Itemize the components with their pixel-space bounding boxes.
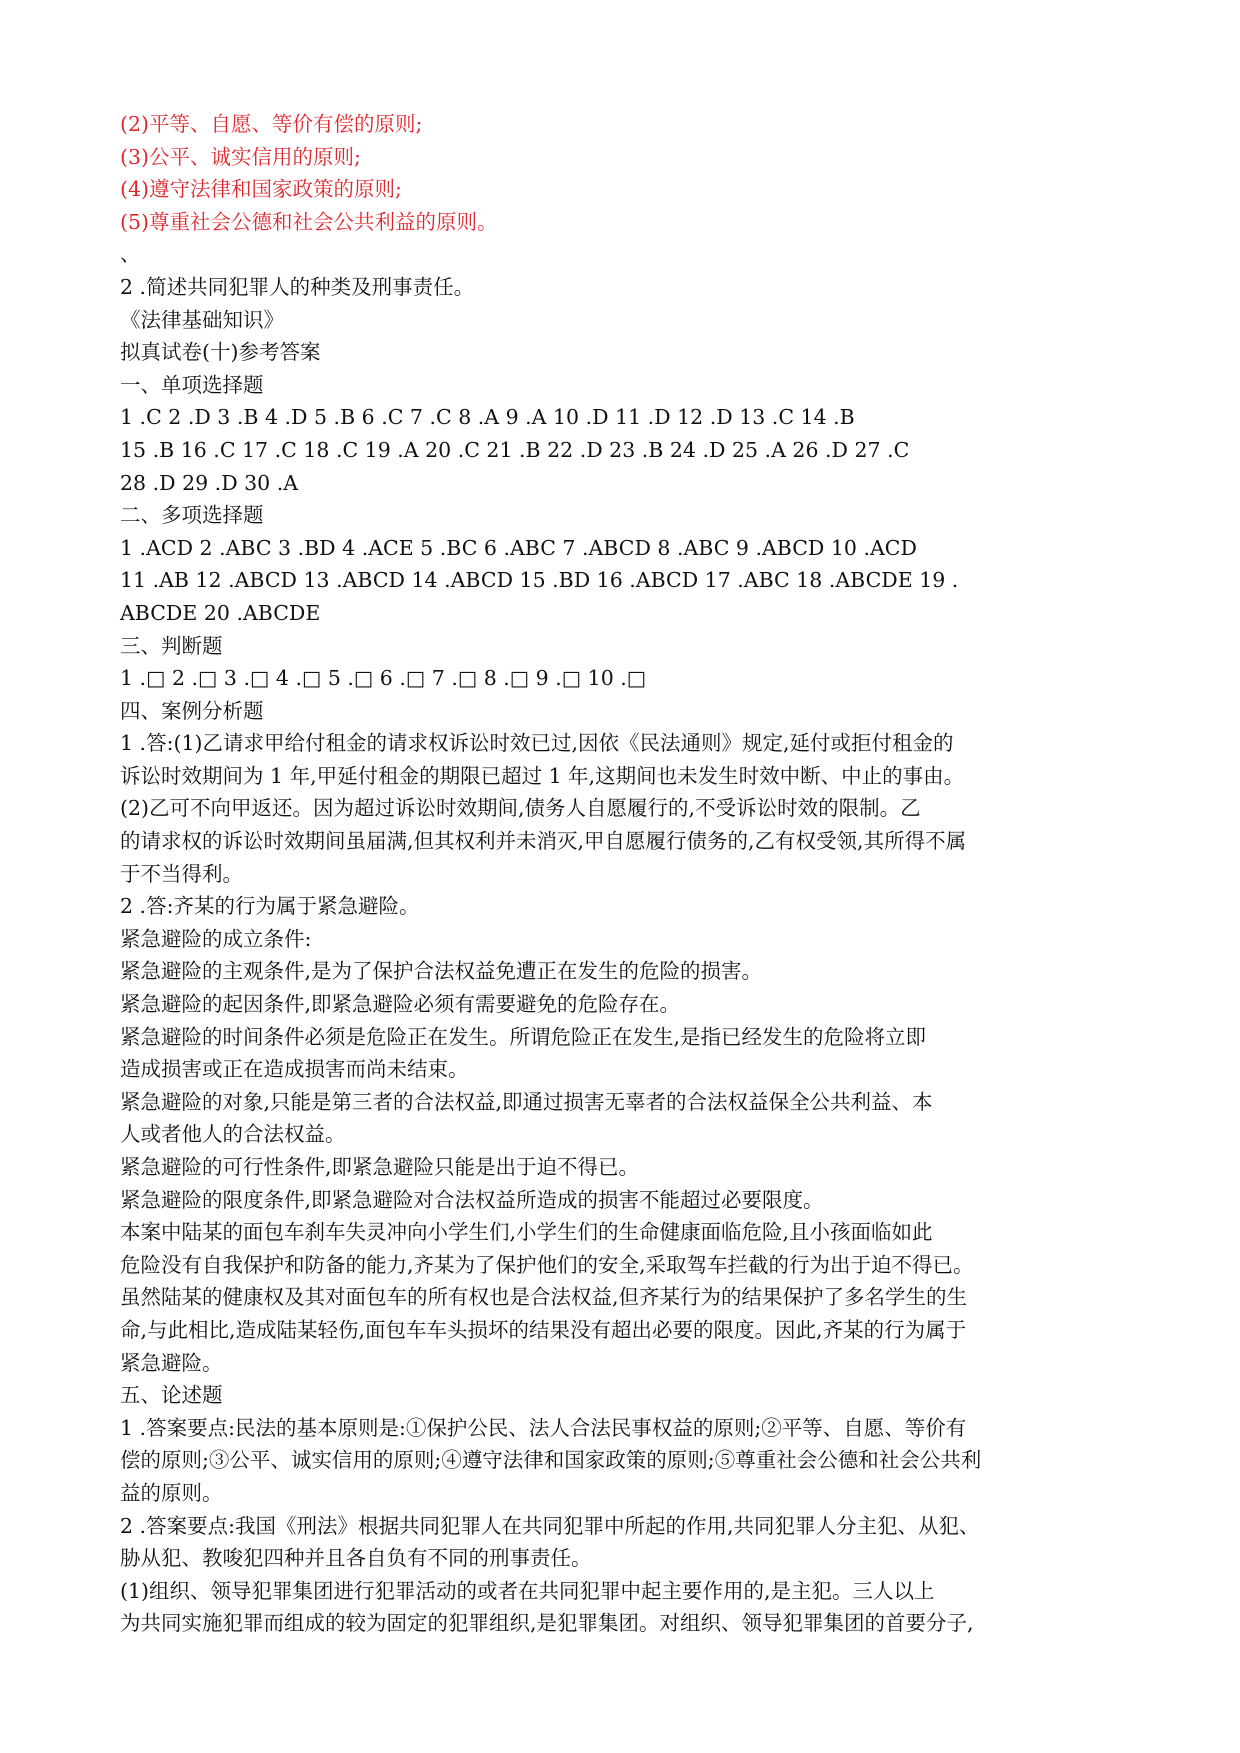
- book-title: 《法律基础知识》: [120, 307, 284, 332]
- answer-line: 1 .ACD 2 .ABC 3 .BD 4 .ACE 5 .BC 6 .ABC 7 .ABCD 8 .ABC 9 .ABCD 10 .ACD: [120, 535, 917, 560]
- section-heading-judgement: 三、判断题: [120, 633, 223, 658]
- paragraph-line: (2)乙可不向甲返还。因为超过诉讼时效期间,债务人自愿履行的,不受诉讼时效的限制。乙: [120, 796, 921, 821]
- answer-line: 11 .AB 12 .ABCD 13 .ABCD 14 .ABCD 15 .BD 16 .ABCD 17 .ABC 18 .ABCDE 19 .: [120, 568, 959, 593]
- answer-line: ABCDE 20 .ABCDE: [120, 600, 321, 625]
- paragraph-line: 紧急避险的起因条件,即紧急避险必须有需要避免的危险存在。: [120, 992, 681, 1017]
- paragraph-line: 1 .答案要点:民法的基本原则是:①保护公民、法人合法民事权益的原则;②平等、自愿、等价有: [120, 1415, 967, 1440]
- paragraph-line: 本案中陆某的面包车刹车失灵冲向小学生们,小学生们的生命健康面临危险,且小孩面临如此: [120, 1220, 933, 1245]
- paragraph-line: 虽然陆某的健康权及其对面包车的所有权也是合法权益,但齐某行为的结果保护了多名学生的生: [120, 1285, 968, 1310]
- paragraph-line: 2 .答:齐某的行为属于紧急避险。: [120, 894, 420, 919]
- paragraph-line: 造成损害或正在造成损害而尚未结束。: [120, 1057, 469, 1082]
- section-heading-essay: 五、论述题: [120, 1383, 223, 1408]
- paragraph-line: 为共同实施犯罪而组成的较为固定的犯罪组织,是犯罪集团。对组织、领导犯罪集团的首要分子,: [120, 1611, 974, 1636]
- paragraph-line: 的请求权的诉讼时效期间虽届满,但其权利并未消灭,甲自愿履行债务的,乙有权受领,其所得不属: [120, 829, 967, 854]
- paragraph-line: 2 .答案要点:我国《刑法》根据共同犯罪人在共同犯罪中所起的作用,共同犯罪人分主犯、从犯、: [120, 1513, 980, 1538]
- paragraph-line: 益的原则。: [120, 1480, 223, 1505]
- paragraph-line: 紧急避险的时间条件必须是危险正在发生。所谓危险正在发生,是指已经发生的危险将立即: [120, 1024, 927, 1049]
- paragraph-line: 危险没有自我保护和防备的能力,齐某为了保护他们的安全,采取驾车拦截的行为出于迫不得已。: [120, 1252, 974, 1277]
- paper-title: 拟真试卷(十)参考答案: [120, 340, 321, 365]
- section-heading-multi-choice: 二、多项选择题: [120, 503, 264, 528]
- paragraph-line: 人或者他人的合法权益。: [120, 1122, 346, 1147]
- paragraph-line: 紧急避险。: [120, 1350, 223, 1375]
- principle-line: (5)尊重社会公德和社会公共利益的原则。: [120, 209, 498, 234]
- principle-line: (4)遵守法律和国家政策的原则;: [120, 177, 402, 202]
- paragraph-line: (1)组织、领导犯罪集团进行犯罪活动的或者在共同犯罪中起主要作用的,是主犯。三人以上: [120, 1578, 935, 1603]
- answer-line: 15 .B 16 .C 17 .C 18 .C 19 .A 20 .C 21 .B 22 .D 23 .B 24 .D 25 .A 26 .D 27 .C: [120, 437, 910, 462]
- paragraph-line: 紧急避险的成立条件:: [120, 926, 312, 951]
- answer-line: 1 .C 2 .D 3 .B 4 .D 5 .B 6 .C 7 .C 8 .A 9 .A 10 .D 11 .D 12 .D 13 .C 14 .B: [120, 405, 855, 430]
- paragraph-line: 偿的原则;③公平、诚实信用的原则;④遵守法律和国家政策的原则;⑤尊重社会公德和社会公共利: [120, 1448, 982, 1473]
- document-page: [120, 108, 1140, 1640]
- paragraph-line: 1 .答:(1)乙请求甲给付租金的请求权诉讼时效已过,因依《民法通则》规定,延付或拒付租金的: [120, 731, 954, 756]
- answer-line: 1 .□ 2 .□ 3 .□ 4 .□ 5 .□ 6 .□ 7 .□ 8 .□ 9 .□ 10 .□: [120, 666, 647, 691]
- paragraph-line: 紧急避险的限度条件,即紧急避险对合法权益所造成的损害不能超过必要限度。: [120, 1187, 824, 1212]
- paragraph-line: 紧急避险的对象,只能是第三者的合法权益,即通过损害无辜者的合法权益保全公共利益、本: [120, 1089, 933, 1114]
- question-2: 2 .简述共同犯罪人的种类及刑事责任。: [120, 274, 475, 299]
- section-heading-single-choice: 一、单项选择题: [120, 372, 264, 397]
- paragraph-line: 胁从犯、教唆犯四种并且各自负有不同的刑事责任。: [120, 1546, 592, 1571]
- principle-line: (2)平等、自愿、等价有偿的原则;: [120, 112, 423, 136]
- paragraph-line: 命,与此相比,造成陆某轻伤,面包车车头损坏的结果没有超出必要的限度。因此,齐某的行为属于: [120, 1317, 967, 1342]
- paragraph-line: 诉讼时效期间为 1 年,甲延付租金的期限已超过 1 年,这期间也未发生时效中断、中止的事由。: [120, 763, 965, 788]
- paragraph-line: 紧急避险的主观条件,是为了保护合法权益免遭正在发生的危险的损害。: [120, 959, 763, 984]
- separator-mark: 、: [120, 242, 141, 267]
- paragraph-line: 紧急避险的可行性条件,即紧急避险只能是出于迫不得已。: [120, 1155, 640, 1179]
- section-heading-case-analysis: 四、案例分析题: [120, 698, 264, 723]
- paragraph-line: 于不当得利。: [120, 861, 243, 886]
- principle-line: (3)公平、诚实信用的原则;: [120, 144, 361, 169]
- answer-line: 28 .D 29 .D 30 .A: [120, 470, 299, 495]
